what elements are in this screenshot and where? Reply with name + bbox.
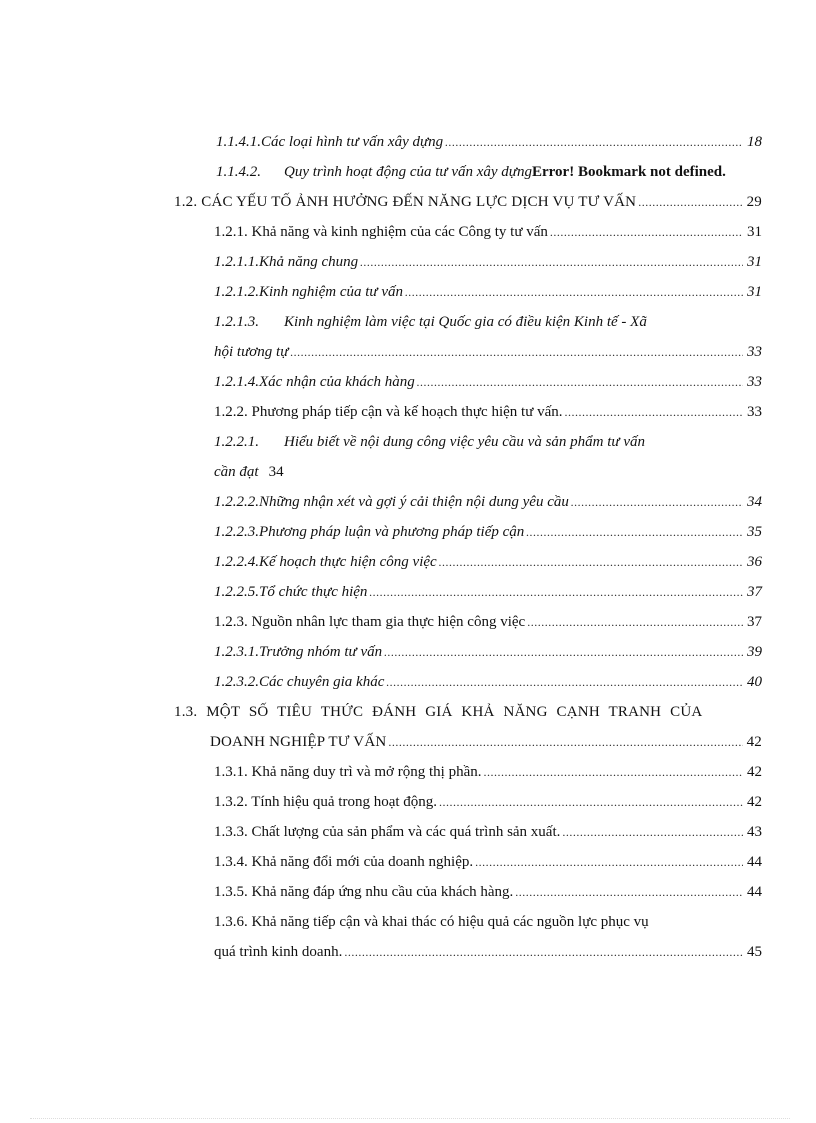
toc-entry-number: 1.2.3.2. <box>214 674 259 690</box>
toc-entry-title: Kinh nghiệm làm việc tại Quốc gia có điều kiện Kinh tế - Xã <box>284 314 647 330</box>
toc-entry-title: 1.3.1. Khả năng duy trì và mở rộng thị phần. <box>214 764 482 780</box>
toc-entry-page: 45 <box>747 944 762 960</box>
dot-leader <box>384 639 743 665</box>
toc-entry-title: Trưởng nhóm tư vấn <box>259 644 383 660</box>
toc-entry-number: 1.1.4.1. <box>216 134 261 150</box>
toc-entry[interactable] <box>214 279 762 305</box>
toc-entry-number: 1.2.1.3. <box>214 314 259 330</box>
toc-entry-title: 1.3.3. Chất lượng của sản phẩm và các quá trình sản xuất. <box>214 824 561 840</box>
toc-entry[interactable] <box>214 849 762 875</box>
toc-entry-page: 37 <box>747 614 762 630</box>
toc-entry-title-cont: DOANH NGHIỆP TƯ VẤN <box>210 734 387 750</box>
dot-leader <box>417 369 743 395</box>
toc-entry-title: 1.2.3. Nguồn nhân lực tham gia thực hiện công việc <box>214 614 526 630</box>
toc-entry-page: 36 <box>747 554 762 570</box>
toc-entry-page: 31 <box>747 224 762 240</box>
toc-entry-page: 44 <box>747 884 762 900</box>
toc-entry-title: Tổ chức thực hiện <box>259 584 368 600</box>
toc-entry[interactable] <box>214 639 762 665</box>
bookmark-error: Error! Bookmark not defined. <box>532 164 726 180</box>
dot-leader <box>290 339 743 365</box>
toc-entry-page: 18 <box>747 134 762 150</box>
toc-entry-number: 1.2.3.1. <box>214 644 259 660</box>
dot-leader <box>565 399 744 425</box>
toc-entry-number: 1.2.1.1. <box>214 254 259 270</box>
toc-entry-continuation[interactable] <box>214 459 334 485</box>
toc-entry-continuation[interactable] <box>214 939 762 965</box>
toc-entry[interactable] <box>214 789 762 815</box>
dot-leader <box>405 279 743 305</box>
toc-entry-page: 31 <box>747 284 762 300</box>
toc-entry-page: 33 <box>747 404 762 420</box>
toc-entry-title: 1.3.5. Khả năng đáp ứng nhu cầu của khách hàng. <box>214 884 514 900</box>
toc-entry-continuation[interactable] <box>214 339 762 365</box>
dot-leader <box>360 249 743 275</box>
dot-leader <box>388 729 742 755</box>
toc-entry-title: Quy trình hoạt động của tư vấn xây dựng <box>284 164 532 180</box>
toc-entry-page: 34 <box>747 494 762 510</box>
toc-entry[interactable] <box>214 489 762 515</box>
toc-entry[interactable] <box>214 909 762 935</box>
toc-entry-number: 1.2.2.3. <box>214 524 259 540</box>
toc-entry-continuation[interactable] <box>210 729 762 755</box>
toc-entry-page: 43 <box>747 824 762 840</box>
toc-entry-page: 42 <box>747 794 762 810</box>
page-bottom-border <box>30 1118 790 1120</box>
toc-entry[interactable] <box>214 369 762 395</box>
dot-leader <box>562 819 743 845</box>
toc-entry-page: 37 <box>747 584 762 600</box>
dot-leader <box>386 669 743 695</box>
toc-entry[interactable] <box>214 219 762 245</box>
toc-entry-title: Xác nhận của khách hàng <box>259 374 415 390</box>
toc-entry-page: 29 <box>746 194 762 210</box>
toc-entry[interactable] <box>214 399 762 425</box>
toc-entry-number: 1.2.1.4. <box>214 374 259 390</box>
toc-entry[interactable] <box>214 669 762 695</box>
toc-entry-title: 1.3. MỘT SỐ TIÊU THỨC ĐÁNH GIÁ KHẢ NĂNG CẠNH TRANH CỦA <box>174 704 703 720</box>
toc-entry-title: Khả năng chung <box>259 254 359 270</box>
toc-entry-title: Kinh nghiệm của tư vấn <box>259 284 403 300</box>
toc-entry-number: 1.2.2.4. <box>214 554 259 570</box>
toc-entry-number: 1.1.4.2. <box>216 164 261 180</box>
dot-leader <box>638 189 742 215</box>
dot-leader <box>439 789 743 815</box>
toc-entry[interactable] <box>174 189 762 215</box>
dot-leader <box>483 759 743 785</box>
toc-entry[interactable] <box>174 699 762 725</box>
dot-leader <box>344 939 743 965</box>
toc-entry-number: 1.2.1.2. <box>214 284 259 300</box>
toc-entry-page: 42 <box>746 734 762 750</box>
toc-entry[interactable] <box>214 579 762 605</box>
toc-entry-title: 1.2. CÁC YẾU TỐ ẢNH HƯỞNG ĐẾN NĂNG LỰC DỊCH VỤ TƯ VẤN <box>174 194 637 210</box>
toc-entry[interactable] <box>214 519 762 545</box>
dot-leader <box>515 879 743 905</box>
toc-entry[interactable] <box>214 249 762 275</box>
toc-entry-page: 42 <box>747 764 762 780</box>
toc-entry-page: 33 <box>747 374 762 390</box>
toc-entry-page: 40 <box>747 674 762 690</box>
toc-entry-page: 39 <box>747 644 762 660</box>
toc-entry-title: Những nhận xét và gợi ý cải thiện nội dung yêu cầu <box>259 494 569 510</box>
toc-entry-number: 1.2.2.2. <box>214 494 259 510</box>
toc-entry-number: 1.2.2.1. <box>214 434 259 450</box>
toc-entry[interactable] <box>216 159 811 185</box>
dot-leader <box>571 489 743 515</box>
toc-entry-title: Phương pháp luận và phương pháp tiếp cận <box>259 524 525 540</box>
toc-entry[interactable] <box>214 429 762 455</box>
toc-entry-page: 44 <box>747 854 762 870</box>
toc-entry-number: 1.2.2.5. <box>214 584 259 600</box>
toc-entry-title: Các loại hình tư vấn xây dựng <box>261 134 444 150</box>
toc-entry-title: 1.2.1. Khả năng và kinh nghiệm của các Công ty tư vấn <box>214 224 548 240</box>
dot-leader <box>439 549 743 575</box>
dot-leader <box>369 579 743 605</box>
toc-entry-page: 35 <box>747 524 762 540</box>
toc-entry-page: 34 <box>268 464 284 480</box>
toc-entry-title-cont: quá trình kinh doanh. <box>214 944 343 960</box>
toc-entry[interactable] <box>214 759 762 785</box>
dot-leader <box>475 849 743 875</box>
toc-entry-page: 33 <box>747 344 762 360</box>
toc-entry[interactable] <box>214 549 762 575</box>
toc-entry-title-cont: cần đạt <box>214 464 259 480</box>
toc-entry-title-cont: hội tương tự <box>214 344 289 360</box>
toc-entry[interactable] <box>214 609 762 635</box>
toc-entry-title: Kế hoạch thực hiện công việc <box>259 554 437 570</box>
toc-entry-title: 1.3.4. Khả năng đổi mới của doanh nghiệp. <box>214 854 474 870</box>
toc-entry-title: 1.3.2. Tính hiệu quả trong hoạt động. <box>214 794 438 810</box>
dot-leader <box>527 609 743 635</box>
toc-entry-title: Hiểu biết về nội dung công việc yêu cầu và sản phẩm tư vấn <box>284 434 645 450</box>
toc-entry-page: 31 <box>747 254 762 270</box>
dot-leader <box>526 519 743 545</box>
toc-entry-title: 1.3.6. Khả năng tiếp cận và khai thác có hiệu quả các nguồn lực phục vụ <box>214 914 649 930</box>
toc-entry[interactable] <box>214 309 762 335</box>
toc-entry[interactable] <box>214 879 762 905</box>
toc-entry-title: Các chuyên gia khác <box>259 674 385 690</box>
toc-entry[interactable] <box>214 819 762 845</box>
toc-entry-title: 1.2.2. Phương pháp tiếp cận và kế hoạch thực hiện tư vấn. <box>214 404 563 420</box>
dot-leader <box>445 129 743 155</box>
dot-leader <box>550 219 743 245</box>
toc-entry[interactable] <box>216 129 762 155</box>
